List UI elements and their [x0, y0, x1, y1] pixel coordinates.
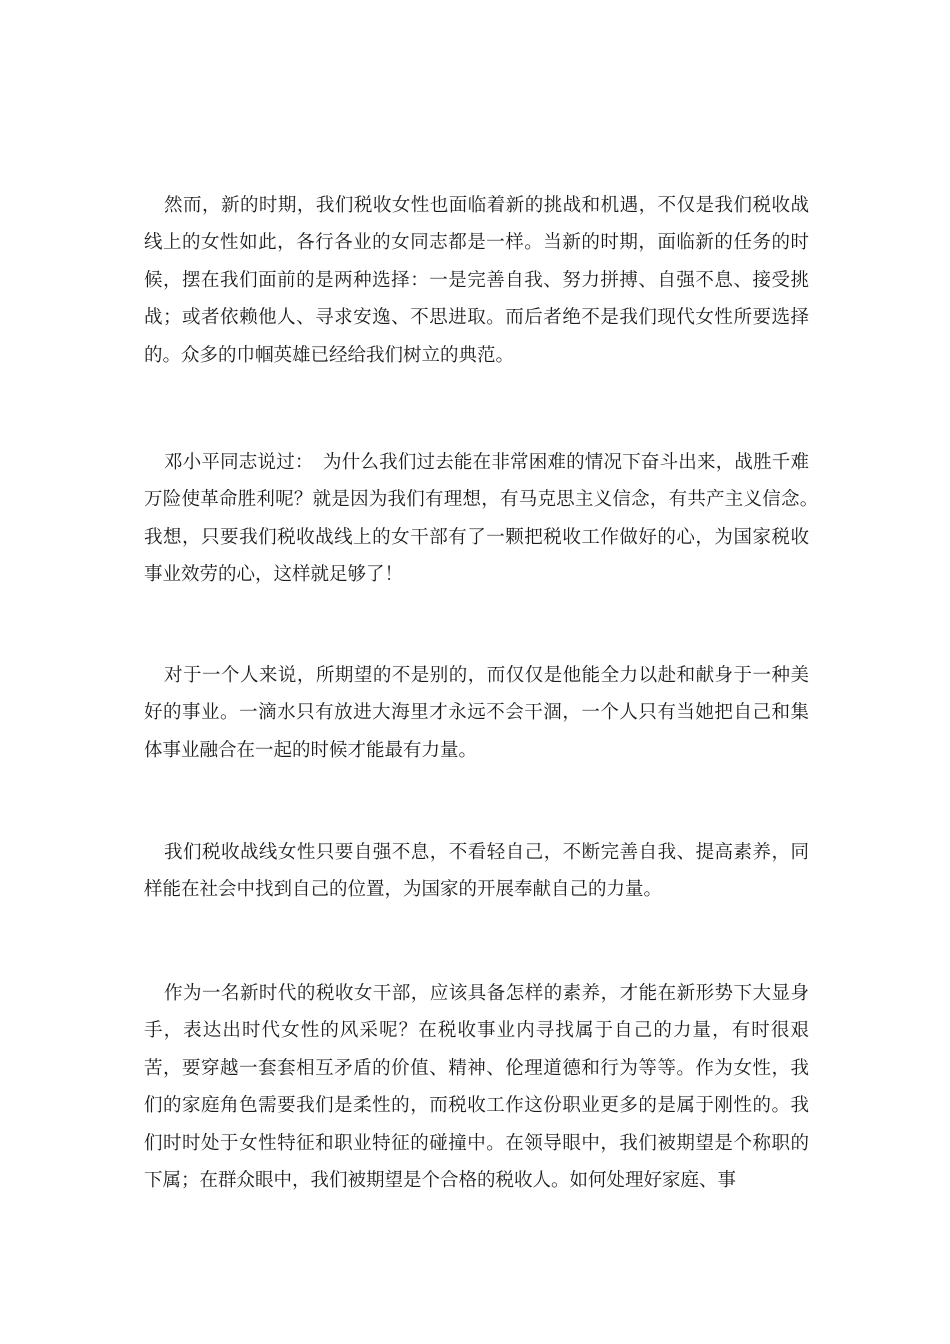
paragraph-3: 对于一个人来说，所期望的不是别的，而仅仅是他能全力以赴和献身于一种美好的事业。一滴水只有放进大海里才永远不会干涸，一个人只有当她把自己和集体事业融合在一起的时候才能最有力量。 — [144, 665, 809, 761]
paragraph-1: 然而，新的时期，我们税收女性也面临着新的挑战和机遇，不仅是我们税收战线上的女性如此，各行各业的女同志都是一样。当新的时期，面临新的任务的时候，摆在我们面前的是两种选择：一是完善自我、努力拼搏、自强不息、接受挑战；或者依赖他人、寻求安逸、不思进取。而后者绝不是我们现代女性所要选择的。众多的巾帼英雄已经给我们树立的典范。 — [144, 195, 809, 366]
paragraph-2: 邓小平同志说过： 为什么我们过去能在非常困难的情况下奋斗出来，战胜千难万险使革命胜利呢？就是因为我们有理想，有马克思主义信念，有共产主义信念。 我想，只要我们税收战线上的女干部有了一颗把税收工作做好的心，为国家税收事业效劳的心，这样就足够了！ — [144, 452, 828, 586]
paragraph-4: 我们税收战线女性只要自强不息，不看轻自己，不断完善自我、提高素养，同样能在社会中找到自己的位置，为国家的开展奉献自己的力量。 — [144, 842, 809, 901]
paragraph-5: 作为一名新时代的税收女干部，应该具备怎样的素养，才能在新形势下大显身手，表达出时代女性的风采呢？在税收事业内寻找属于自己的力量，有时很艰苦，要穿越一套套相互矛盾的价值、精神、伦理道德和行为等等。作为女性，我们的家庭角色需要我们是柔性的，而税收工作这份职业更多的是属于刚性的。我们时时处于女性特征和职业特征的碰撞中。在领导眼中，我们被期望是个称职的下属；在群众眼中，我们被期望是个合格的税收人。如何处理好家庭、事 — [144, 983, 809, 1192]
